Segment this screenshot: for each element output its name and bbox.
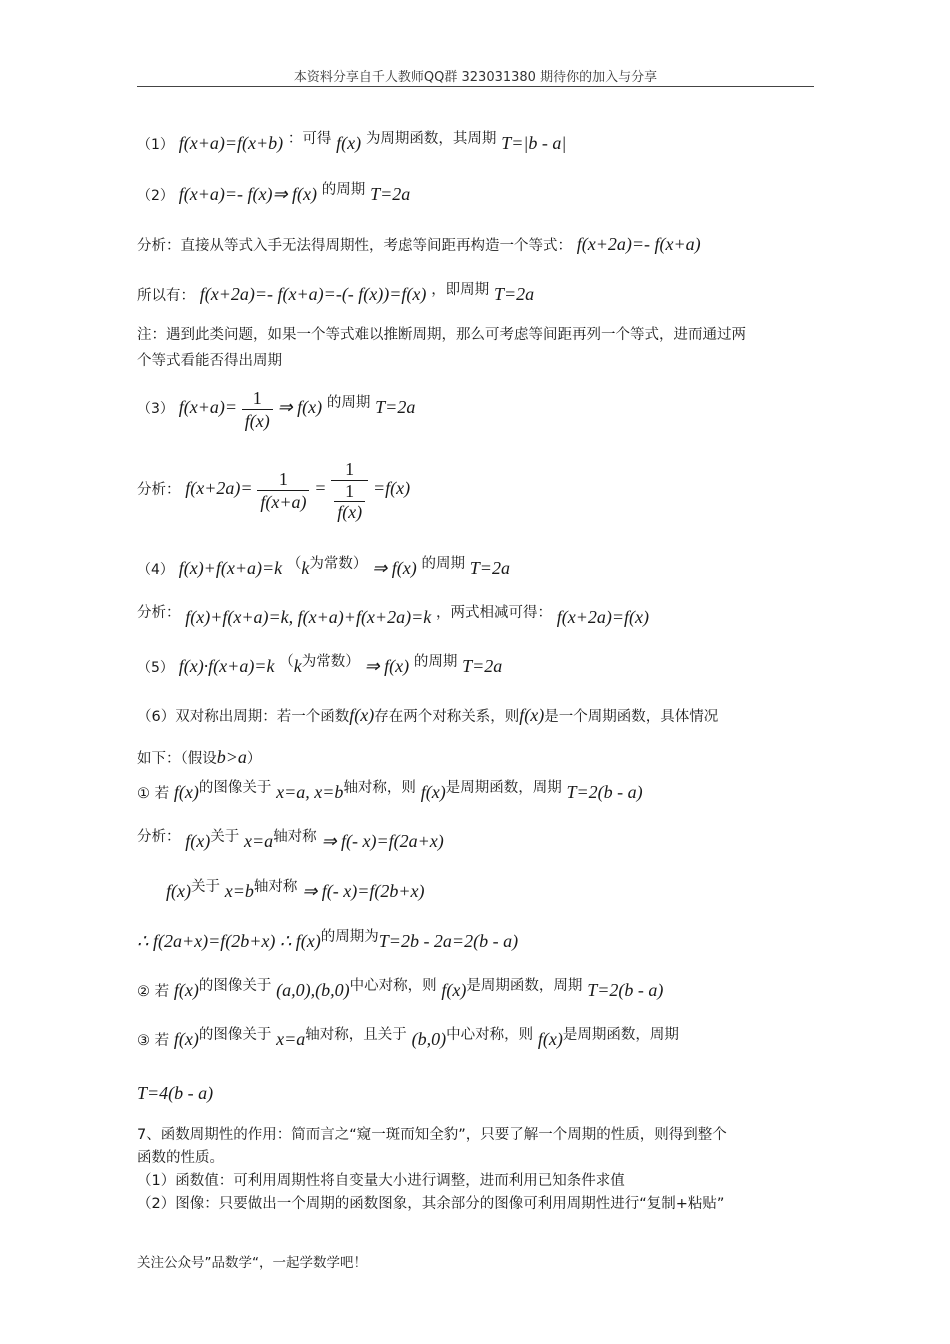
assumption: 如下：（假设b>a） xyxy=(137,747,262,767)
use-graph: （2）图像：只要做出一个周期的函数图象，其余部分的图像可利用周期性进行“复制+粘贴” xyxy=(137,1196,725,1212)
case-1-analysis-a: 分析： f(x)关于 x=a轴对称 ⇒ f(- x)=f(2a+x) xyxy=(137,829,444,851)
case-1: ① 若 f(x)的图像关于 x=a, x=b轴对称，则 f(x)是周期函数，周期 T=2(b - a) xyxy=(137,780,643,802)
analysis-4: 分析： f(x)+f(x+a)=k, f(x+a)+f(x+2a)=k ，两式相减可得： f(x+2a)=f(x) xyxy=(137,605,650,627)
case-1-conclusion: ∴ f(2a+x)=f(2b+x) ∴ f(x)的周期为T=2b - 2a=2(b - a) xyxy=(137,929,519,951)
property-2: （2） f(x+a)=- f(x)⇒ f(x) 的周期 T=2a xyxy=(137,182,411,204)
note-line-1: 注：遇到此类问题，如果一个等式难以推断周期，那么可考虑等间距再列一个等式，进而通过两 xyxy=(137,327,746,343)
nested-fraction: $\frac{1}{\frac{1}{f(x)}}$ xyxy=(331,458,368,522)
use-function-value: （1）函数值：可利用周期性将自变量大小进行调整，进而利用已知条件求值 xyxy=(137,1173,625,1189)
case-2: ② 若 f(x)的图像关于 (a,0),(b,0)中心对称，则 f(x)是周期函数，周期 T=2(b - a) xyxy=(137,978,664,1000)
fraction: $\frac{1}{f(x)}$ xyxy=(242,387,273,432)
math: f(x+a)=f(x+b) xyxy=(178,133,284,153)
analysis-3: 分析： f(x+2a)= $\frac{1}{f(x+a)}$ = $\frac{1}{\frac{1}{f(x)}}$ =f(x) xyxy=(137,459,411,522)
property-4: （4） f(x)+f(x+a)=k （k为常数） ⇒ f(x) 的周期 T=2a xyxy=(137,556,510,578)
property-5: （5） f(x)·f(x+a)=k （k为常数） ⇒ f(x) 的周期 T=2a xyxy=(137,654,503,676)
fraction: $\frac{1}{f(x+a)}$ xyxy=(257,468,309,513)
page-footer: 关注公众号”品数学“，一起学数学吧！ xyxy=(137,1255,367,1271)
property-6: （6）双对称出周期：若一个函数f(x)存在两个对称关系，则f(x)是一个周期函数，具体情况 xyxy=(137,705,719,725)
section-7-title-cont: 函数的性质。 xyxy=(137,1150,224,1166)
case-3-period: T=4(b - a) xyxy=(137,1083,214,1103)
analysis-2-result: 所以有： f(x+2a)=- f(x+a)=-(- f(x))=f(x) ，即周期 T=2a xyxy=(137,282,535,304)
note-line-2: 个等式看能否得出周期 xyxy=(137,353,282,369)
section-7-title: 7、函数周期性的作用：简而言之“窥一斑而知全豹”，只要了解一个周期的性质，则得到整个 xyxy=(137,1127,727,1143)
header-divider xyxy=(137,86,814,87)
analysis-2: 分析：直接从等式入手无法得周期性，考虑等间距再构造一个等式： f(x+2a)=- f(x+a) xyxy=(137,234,701,254)
property-3: （3） f(x+a)= $\frac{1}{f(x)}$ ⇒ f(x) 的周期 T=2a xyxy=(137,387,416,431)
property-1: （1） f(x+a)=f(x+b) ：可得 f(x) 为周期函数，其周期 T=|b - a| xyxy=(137,131,567,153)
case-3: ③ 若 f(x)的图像关于 x=a轴对称，且关于 (b,0)中心对称，则 f(x)是周期函数，周期 xyxy=(137,1027,679,1049)
case-1-analysis-b: f(x)关于 x=b轴对称 ⇒ f(- x)=f(2b+x) xyxy=(166,879,425,901)
page-header: 本资料分享自千人教师QQ群 323031380 期待你的加入与分享 xyxy=(293,70,658,85)
